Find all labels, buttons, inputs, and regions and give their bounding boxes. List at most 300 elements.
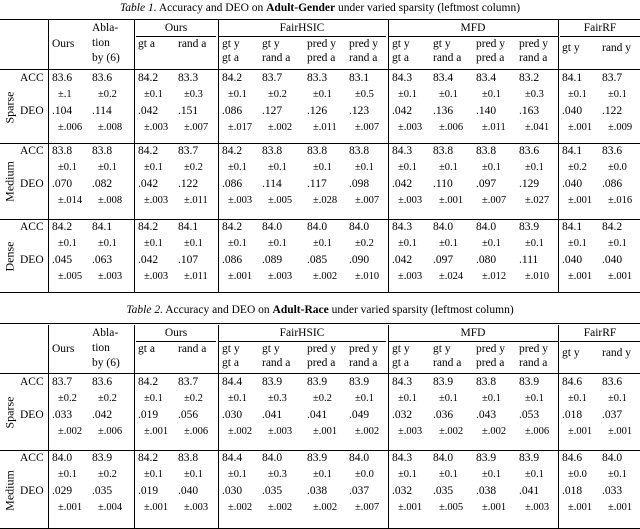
- table-value: 84.2: [138, 72, 159, 84]
- table-value: .104: [52, 105, 73, 117]
- column-header: gt y: [222, 343, 240, 355]
- section-rule: [0, 143, 640, 144]
- table-error: ±0.1: [268, 238, 287, 249]
- table-value: 84.0: [262, 221, 283, 233]
- column-header: Ours: [52, 343, 75, 355]
- column-header: gt y: [562, 42, 580, 54]
- column-rule: [218, 20, 219, 293]
- column-rule: [134, 20, 135, 293]
- table-value: .053: [519, 409, 540, 421]
- table-error: ±.027: [525, 195, 550, 206]
- table-value: 84.2: [602, 221, 623, 233]
- table-value: .038: [307, 485, 328, 497]
- table-value: .097: [433, 254, 454, 266]
- table-error: ±0.1: [608, 469, 627, 480]
- table-error: ±0.2: [313, 393, 332, 404]
- table-value: 83.8: [52, 145, 73, 157]
- section-label: Medium: [2, 161, 17, 202]
- table-value: 84.0: [602, 452, 623, 464]
- table-error: ±0.1: [568, 238, 587, 249]
- table-value: 84.2: [138, 221, 159, 233]
- table-value: 83.8: [433, 145, 454, 157]
- table-value: .029: [52, 485, 73, 497]
- table-value: 84.2: [222, 145, 243, 157]
- group-header: Ours: [164, 327, 188, 339]
- metric-label: DEO: [20, 254, 44, 266]
- table-value: 84.3: [392, 221, 413, 233]
- table-error: ±.012: [482, 271, 507, 282]
- group-header: FairHSIC: [279, 327, 325, 339]
- column-header: Abla-: [92, 327, 119, 339]
- table-error: ±0.1: [58, 162, 77, 173]
- table-error: ±.006: [184, 426, 209, 437]
- table-error: ±0.1: [144, 162, 163, 173]
- table-value: .117: [307, 178, 327, 190]
- table-value: .040: [562, 254, 583, 266]
- table-value: .097: [476, 178, 497, 190]
- table-value: .151: [178, 105, 199, 117]
- table-error: ±.1: [58, 89, 72, 100]
- column-header: rand a: [262, 52, 291, 64]
- table-error: ±.010: [355, 271, 380, 282]
- table-error: ±0.1: [482, 89, 501, 100]
- table-error: ±0.1: [608, 89, 627, 100]
- metric-label: ACC: [20, 72, 44, 84]
- table-error: ±.008: [98, 195, 123, 206]
- table-value: .018: [562, 485, 583, 497]
- table-value: 83.8: [307, 145, 328, 157]
- table-error: ±.001: [58, 502, 83, 513]
- table-value: 84.0: [433, 452, 454, 464]
- table-error: ±.003: [144, 271, 169, 282]
- metric-label: ACC: [20, 145, 44, 157]
- table-error: ±.006: [58, 122, 83, 133]
- column-header: gt a: [392, 52, 409, 64]
- section-label: Dense: [2, 241, 17, 272]
- table-error: ±.001: [144, 502, 169, 513]
- table-top-rule: [0, 323, 640, 324]
- table-value: .056: [178, 409, 199, 421]
- column-header: pred y: [519, 343, 549, 355]
- table-error: ±.011: [313, 122, 337, 133]
- table-error: ±.014: [58, 195, 83, 206]
- table-error: ±.002: [228, 426, 253, 437]
- table-error: ±.001: [439, 195, 464, 206]
- table-error: ±0.1: [355, 393, 374, 404]
- table-error: ±0.1: [608, 393, 627, 404]
- table-error: ±0.1: [355, 162, 374, 173]
- table-error: ±0.1: [398, 238, 417, 249]
- column-header: pred y: [476, 38, 506, 50]
- group-underline: [218, 341, 386, 342]
- table-value: .037: [349, 485, 370, 497]
- metric-label: ACC: [20, 221, 44, 233]
- table-value: 83.7: [178, 145, 199, 157]
- table-error: ±0.1: [525, 238, 544, 249]
- table-error: ±0.2: [184, 162, 203, 173]
- table-value: 84.2: [222, 221, 243, 233]
- table-value: .035: [92, 485, 113, 497]
- column-header: rand a: [349, 52, 378, 64]
- table-value: .041: [307, 409, 328, 421]
- group-underline: [388, 36, 558, 37]
- table-error: ±.007: [482, 195, 507, 206]
- table-error: ±.001: [608, 426, 633, 437]
- table-value: 84.3: [392, 145, 413, 157]
- table-error: ±.017: [228, 122, 253, 133]
- table-error: ±.001: [398, 502, 423, 513]
- group-header: MFD: [460, 327, 486, 339]
- table-value: .090: [349, 254, 370, 266]
- table-error: ±0.1: [525, 162, 544, 173]
- section-label: Sparse: [2, 396, 17, 429]
- table-error: ±.001: [608, 502, 633, 513]
- table-value: 83.6: [92, 72, 113, 84]
- table-error: ±0.3: [525, 89, 544, 100]
- table-error: ±.003: [268, 426, 293, 437]
- column-header: gt y: [392, 343, 410, 355]
- table-error: ±.005: [268, 195, 293, 206]
- group-header: FairRF: [583, 327, 617, 339]
- table-value: 84.0: [262, 452, 283, 464]
- table-value: .035: [433, 485, 454, 497]
- table-value: .085: [307, 254, 328, 266]
- table-value: .114: [92, 105, 112, 117]
- column-header: rand a: [178, 38, 207, 50]
- table-error: ±.009: [608, 122, 633, 133]
- section-rule: [0, 219, 640, 220]
- table-value: .043: [476, 409, 497, 421]
- table-error: ±.002: [58, 426, 83, 437]
- section-label: Medium: [2, 469, 17, 511]
- table-value: .086: [602, 178, 623, 190]
- table-error: ±0.1: [98, 162, 117, 173]
- table-error: ±.006: [439, 122, 464, 133]
- table-value: .019: [138, 485, 159, 497]
- column-rule: [558, 325, 559, 529]
- table-error: ±.006: [525, 426, 550, 437]
- metric-label: DEO: [20, 485, 44, 497]
- table-value: 83.6: [92, 376, 113, 388]
- column-header: gt y: [262, 343, 280, 355]
- column-header: rand a: [519, 52, 548, 64]
- table-error: ±0.1: [482, 162, 501, 173]
- table-value: .030: [222, 485, 243, 497]
- table-error: ±0.1: [228, 469, 247, 480]
- table-error: ±.007: [355, 122, 380, 133]
- table-error: ±.002: [268, 502, 293, 513]
- table-error: ±0.2: [98, 393, 117, 404]
- column-header: gt y: [392, 38, 410, 50]
- caption-prefix: Table 2.: [126, 304, 163, 316]
- table-error: ±0.1: [313, 469, 332, 480]
- table-value: .070: [52, 178, 73, 190]
- table-value: 84.2: [222, 72, 243, 84]
- table-error: ±.003: [98, 271, 123, 282]
- table-error: ±.001: [568, 195, 593, 206]
- column-header: gt a: [138, 38, 155, 50]
- header-bottom-rule: [0, 69, 640, 70]
- table-value: 83.6: [602, 376, 623, 388]
- table-error: ±.003: [525, 502, 550, 513]
- table-value: .080: [476, 254, 497, 266]
- table-value: .042: [138, 254, 159, 266]
- table-value: 83.8: [349, 145, 370, 157]
- table-error: ±0.1: [184, 469, 203, 480]
- group-underline: [388, 341, 558, 342]
- column-header: gt y: [433, 343, 451, 355]
- table-value: 84.1: [178, 221, 199, 233]
- metric-label: DEO: [20, 105, 44, 117]
- table-error: ±.028: [313, 195, 338, 206]
- column-header: pred a: [307, 357, 336, 369]
- table-value: 83.9: [519, 452, 540, 464]
- table-value: 84.1: [562, 72, 583, 84]
- column-rule: [558, 20, 559, 293]
- table-error: ±0.1: [568, 89, 587, 100]
- table-value: 83.9: [349, 376, 370, 388]
- table-value: 84.4: [222, 452, 243, 464]
- table-error: ±0.1: [439, 469, 458, 480]
- table-value: 83.9: [307, 376, 328, 388]
- metric-label: DEO: [20, 409, 44, 421]
- table-value: .127: [262, 105, 283, 117]
- table-error: ±.003: [398, 271, 423, 282]
- table-value: 83.8: [262, 145, 283, 157]
- caption-text: Accuracy and DEO on: [158, 2, 264, 14]
- table-value: .136: [433, 105, 454, 117]
- table-value: .041: [519, 485, 540, 497]
- table-value: 83.7: [602, 72, 623, 84]
- column-header: pred y: [476, 343, 506, 355]
- column-header: tion: [92, 37, 110, 49]
- table-error: ±.011: [184, 195, 208, 206]
- table-error: ±0.1: [98, 238, 117, 249]
- table-error: ±.002: [482, 426, 507, 437]
- metric-label: ACC: [20, 452, 44, 464]
- table-value: 84.0: [349, 221, 370, 233]
- table-error: ±.005: [439, 502, 464, 513]
- table-error: ±0.1: [228, 393, 247, 404]
- group-header: FairRF: [583, 22, 617, 34]
- caption-dataset: Adult-Gender: [266, 2, 336, 14]
- table-value: 84.6: [562, 452, 583, 464]
- column-header: gt y: [262, 38, 280, 50]
- column-header: rand a: [349, 357, 378, 369]
- table-value: 84.3: [392, 376, 413, 388]
- column-header: rand a: [178, 343, 207, 355]
- table-value: .126: [307, 105, 328, 117]
- table-value: 84.2: [138, 452, 159, 464]
- metric-label: DEO: [20, 178, 44, 190]
- table-error: ±0.0: [355, 469, 374, 480]
- caption-text: Accuracy and DEO on: [165, 304, 270, 316]
- table-value: .122: [602, 105, 623, 117]
- table-error: ±0.3: [268, 393, 287, 404]
- column-header: tion: [92, 342, 110, 354]
- table-value: .033: [602, 485, 623, 497]
- table-value: .163: [519, 105, 540, 117]
- table-error: ±0.1: [482, 238, 501, 249]
- table-value: .041: [262, 409, 283, 421]
- table-error: ±0.3: [184, 89, 203, 100]
- table-value: 83.9: [519, 221, 540, 233]
- table-error: ±0.1: [568, 393, 587, 404]
- table-value: 84.0: [307, 221, 328, 233]
- table-error: ±.016: [608, 195, 633, 206]
- table-error: ±.007: [184, 122, 209, 133]
- table-value: .042: [92, 409, 113, 421]
- table-value: 84.1: [562, 221, 583, 233]
- column-rule: [134, 325, 135, 529]
- table-error: ±.002: [313, 271, 338, 282]
- caption-prefix: Table 1.: [119, 2, 157, 14]
- column-rule: [48, 325, 49, 529]
- table-value: 83.6: [602, 145, 623, 157]
- table-value: .089: [262, 254, 283, 266]
- column-header: pred a: [307, 52, 336, 64]
- table-value: .110: [433, 178, 453, 190]
- table-value: 83.4: [476, 72, 497, 84]
- column-header: gt a: [222, 52, 239, 64]
- table-value: 84.1: [562, 145, 583, 157]
- table-top-rule: [0, 19, 640, 20]
- table-error: ±.004: [98, 502, 123, 513]
- table-value: .033: [52, 409, 73, 421]
- table-value: .019: [138, 409, 159, 421]
- table-error: ±.003: [268, 271, 293, 282]
- table-value: .040: [562, 105, 583, 117]
- table-value: .122: [178, 178, 199, 190]
- table-value: .032: [392, 409, 413, 421]
- column-header: rand y: [602, 347, 632, 359]
- column-rule: [388, 325, 389, 529]
- table-error: ±.001: [568, 271, 593, 282]
- table-value: 83.2: [519, 72, 540, 84]
- table-value: 83.9: [519, 376, 540, 388]
- table-value: 84.0: [476, 221, 497, 233]
- table-error: ±0.1: [439, 162, 458, 173]
- group-underline: [560, 36, 640, 37]
- column-header: Abla-: [92, 22, 119, 34]
- table-value: .086: [222, 254, 243, 266]
- table-error: ±0.1: [228, 89, 247, 100]
- column-header: gt a: [138, 343, 155, 355]
- table-value: .037: [602, 409, 623, 421]
- table-error: ±0.1: [525, 469, 544, 480]
- column-header: pred y: [349, 38, 379, 50]
- table-error: ±.003: [144, 195, 169, 206]
- group-underline: [136, 36, 216, 37]
- table-value: 83.9: [433, 376, 454, 388]
- column-header: gt y: [562, 347, 580, 359]
- table-error: ±0.1: [313, 162, 332, 173]
- table-value: .049: [349, 409, 370, 421]
- table-value: 84.3: [392, 72, 413, 84]
- table-value: .098: [349, 178, 370, 190]
- table-error: ±.041: [525, 122, 550, 133]
- table-value: 84.6: [562, 376, 583, 388]
- table-error: ±.001: [313, 426, 338, 437]
- table-error: ±0.1: [144, 469, 163, 480]
- table-error: ±0.1: [525, 393, 544, 404]
- group-header: MFD: [460, 22, 486, 34]
- table-error: ±0.2: [98, 89, 117, 100]
- table-bottom-rule: [0, 292, 640, 293]
- table-value: .140: [476, 105, 497, 117]
- table-error: ±.003: [398, 122, 423, 133]
- table-error: ±0.1: [608, 238, 627, 249]
- table-error: ±.003: [398, 195, 423, 206]
- table-error: ±.003: [398, 426, 423, 437]
- table-error: ±0.0: [568, 469, 587, 480]
- section-rule: [0, 450, 640, 451]
- group-header: FairHSIC: [279, 22, 325, 34]
- group-header: Ours: [164, 22, 188, 34]
- table-error: ±.002: [228, 502, 253, 513]
- table-error: ±.006: [98, 426, 123, 437]
- column-header: rand a: [433, 357, 462, 369]
- table-value: 84.3: [392, 452, 413, 464]
- table-error: ±.010: [525, 271, 550, 282]
- table-value: .114: [262, 178, 282, 190]
- column-rule: [48, 20, 49, 293]
- table-error: ±.001: [608, 271, 633, 282]
- table-value: .030: [222, 409, 243, 421]
- table-error: ±0.3: [268, 469, 287, 480]
- column-header: gt y: [222, 38, 240, 50]
- table-value: 83.7: [178, 376, 199, 388]
- table-error: ±0.1: [398, 89, 417, 100]
- table-error: ±0.1: [398, 469, 417, 480]
- table-value: .042: [392, 178, 413, 190]
- table-value: 84.1: [92, 221, 113, 233]
- table-error: ±0.1: [268, 162, 287, 173]
- table-value: 83.3: [178, 72, 199, 84]
- table-value: .063: [92, 254, 113, 266]
- column-header: pred y: [307, 343, 337, 355]
- header-bottom-rule: [0, 373, 640, 374]
- table-value: .129: [519, 178, 540, 190]
- column-rule: [388, 20, 389, 293]
- table-value: 83.3: [307, 72, 328, 84]
- column-header: by (6): [92, 52, 120, 64]
- table-value: 84.4: [222, 376, 243, 388]
- table-value: .035: [262, 485, 283, 497]
- table-error: ±0.1: [439, 393, 458, 404]
- table-error: ±0.1: [398, 393, 417, 404]
- table-value: .082: [92, 178, 113, 190]
- table-error: ±.011: [482, 122, 506, 133]
- table-value: 83.8: [476, 376, 497, 388]
- table-error: ±0.1: [144, 89, 163, 100]
- metric-label: ACC: [20, 376, 44, 388]
- table-error: ±0.2: [268, 89, 287, 100]
- column-header: rand a: [433, 52, 462, 64]
- table-error: ±.001: [228, 271, 253, 282]
- table-error: ±.011: [184, 271, 208, 282]
- column-header: pred y: [307, 38, 337, 50]
- section-label: Sparse: [2, 91, 17, 123]
- table-error: ±0.5: [355, 89, 374, 100]
- table-value: 83.6: [52, 72, 73, 84]
- column-header: rand a: [262, 357, 291, 369]
- column-header: gt a: [222, 357, 239, 369]
- table-value: 84.2: [52, 221, 73, 233]
- table-error: ±0.1: [313, 238, 332, 249]
- table-error: ±0.0: [608, 162, 627, 173]
- table-value: 84.0: [52, 452, 73, 464]
